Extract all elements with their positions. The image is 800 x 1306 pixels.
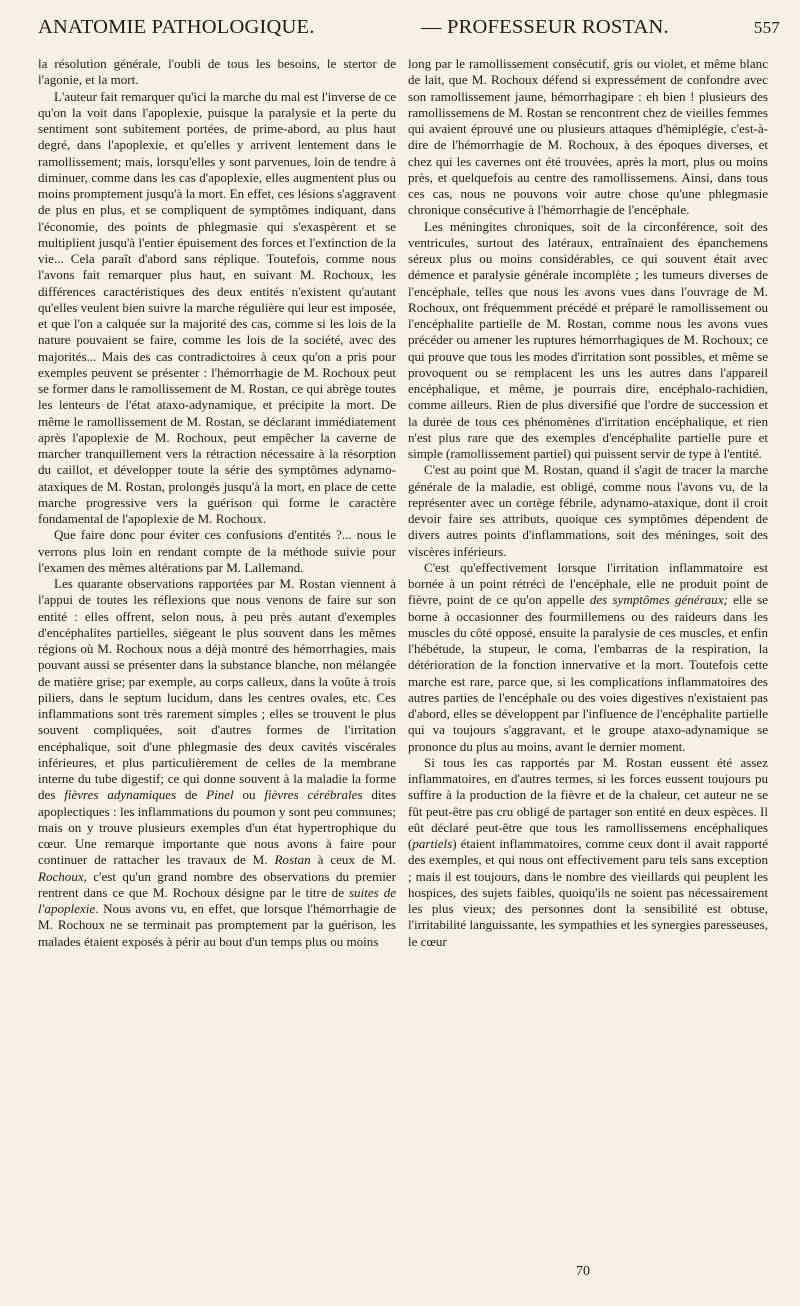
italic-text: partiels xyxy=(412,836,453,851)
text-run: la résolution générale, l'oubli de tous les besoins, le stertor de l'agonie, et la mort. xyxy=(38,56,396,88)
text-run: L'auteur fait remarquer qu'ici la marche du mal est l'inverse de ce qu'on la voit dans l'apoplexie, puisque la paralysie et la perte du sentiment sont subitement portées, de prime-abord, au plus haut degré, dans l'apoplexie, et qu'elles y arrivent lentement dans le ramollissement; mais, lorsqu'elles y sont parvenues, loin de tendre à diminuer, comme dans les cas d'apoplexie, elles augmentent plus ou moins promptement jusqu'à la mort. En effet, ces lésions s'aggravent de plus en plus, et se compliquent de symptômes indiquant, dans l'économie, des points de phlegmasie qui s'exaspèrent et se multiplient jusqu'à l'entier épuisement des forces et l'extinction de la vie... Cela paraît d'abord sans réplique. Toutefois, comme nous l'avons fait remarquer plus haut, en suivant M. Rochoux, les différences caractéristiques des deux entités n'existent qu'autant qu'elles veulent bien suivre la marche régulière qui leur est imposée, et que l'on a calquée sur la majorité des cas, comme si les lois de la nature pouvaient se faire, comme les lois de la société, avec des majorités... Mais des cas contradictoires à ceux qu'on a pris pour exemples peuvent se présenter : l'hémorrhagie de M. Rochoux peut se former dans le ramollissement de M. Rostan, ce qui abrège toutes les lenteurs de l'état ataxo-adynamique, et précipite la mort. De même le ramollissement de M. Rostan, se déclarant immédiatement après l'apoplexie de M. Rochoux, peut empêcher la caverne de marcher tranquillement vers la rétraction nécessaire à la résorption du caillot, et développer toute la série des symptômes adynamo-ataxiques de M. Rostan, prolongés jusqu'à la mort, en place de cette marche progressive vers la guérison qui forme le caractère fondamental de l'apoplexie de M. Rochoux. xyxy=(38,88,396,526)
text-run: de xyxy=(176,787,207,803)
text-run: Que faire donc pour éviter ces confusions d'entités ?... nous le verrons plus loin en rendant compte de la méthode suivie pour l'examen des mêmes altérations par M. Lallemand. xyxy=(38,527,396,575)
paragraph xyxy=(408,755,768,950)
text-run: ) étaient inflammatoires, comme ceux dont il avait rapporté des exemples, et qui nous ont effectivement paru tels sans exception ; mais il est toujours, dans le nombre des vieillards qui peuplent les hospices, des sujets faibles, quoiqu'ils ne soient pas nécessairement les plus vieux; des personnes dont la sensibilité est obtuse, l'irritabilité languissante, les sympathies et les synergies paresseuses, le cœur xyxy=(408,836,768,949)
text-run: ou xyxy=(233,787,265,803)
paragraph xyxy=(38,576,396,950)
text-run: C'est au point que M. Rostan, quand il s'agit de tracer la marche générale de la maladie, est obligé, comme nous l'avons vu, de la représenter avec un cortège fébrile, adynamo-ataxique, dont il croit devoir faire ses attributs, quoique ces symptômes dépendent de divers autres points d'inflammations, soit des méninges, soit des viscères inférieurs. xyxy=(408,462,768,559)
italic-text: Rochoux xyxy=(38,868,84,884)
italic-text: suites de l'apoplexie xyxy=(38,884,397,916)
italic-text: Pinel xyxy=(206,787,234,803)
text-run: Les méningites chroniques, soit de la circonférence, soit des ventricules, surtout des latéraux, entraînaient des épanchemens séreux plus ou moins considérables, ce qui souvent était avec démence et paralysie générale incomplète ; les tumeurs diverses de l'encéphale, telles que nous les avons vues dans l'ouvrage de M. Rochoux, ont fréquemment précédé et préparé le ramollissement ou l'encéphalite partielle de M. Rostan, comme nous les avons vues précéder ou amener les ruptures hémorrhagiques de M. Rochoux; ce qui prouve que tous les modes d'irritation sont possibles, et même se provoquent ou se remplacent les uns les autres dans l'appareil encéphalique, et même, je pourrais dire, encéphalo-rachidien, comme ailleurs. Rien de plus diversifié que l'ordre de succession et la durée de tous ces phénomènes d'irritation encéphalique, et rien n'est plus rare que des exemples d'encéphalite partielle pure et simple (ramollissement partiel) qui puissent servir de type à l'entité. xyxy=(408,218,768,461)
header-title-left: ANATOMIE PATHOLOGIQUE. xyxy=(38,16,315,38)
italic-text: fièvres cérébrales xyxy=(264,787,363,803)
text-run: dites apoplectiques : les inflammations du poumon y sont peu communes; mais on y trouve plusieurs exemples d'un état hypertrophique du cœur. Une remarque importante que nous avons à faire pour continuer de rattacher les travaux de M. xyxy=(38,787,397,868)
right-column xyxy=(408,56,768,950)
text-run: Les quarante observations rapportées par M. Rostan viennent à l'appui de toutes les réflexions que nous venons de faire sur son entité : elles offrent, selon nous, à peu près autant d'exemples d'encéphalites partielles, siégeant le plus souvent dans les mêmes régions où M. Rochoux nous a déjà montré des hémorrhagies, mais pouvant aussi se présenter dans la substance blanche, non mélangée de matière grise; par exemple, au corps calleux, dans la voûte à trois piliers, dans le septum lucidum, dans les centres ovales, etc. Ces inflammations sont très rarement simples ; elles se trouvent le plus souvent compliquées, soit d'autres formes de l'irritation encéphalique, soit d'une phlegmasie des deux cavités viscérales inférieures, et plus particulièrement de celles de la membrane interne du tube digestif; ce qui donne souvent à la maladie la forme des xyxy=(38,576,396,803)
text-run: elle se borne à occasionner des fourmillemens ou des raideurs dans les muscles du côté opposé, ensuite la paralysie de ces muscles, et enfin l'hébétude, la stupeur, le coma, l'embarras de la respiration, la détérioration de la fonction innervative et la mort. Toutefois cette marche est rare, parce que, si les complications inflammatoires des autres parties de l'encéphale ou des voies digestives n'existaient pas d'abord, elles se développent par l'influence de l'encéphalite partielle qui va toujours s'aggravant, et le groupe ataxo-adynamique se prononce du plus au moins, avant le dernier moment. xyxy=(408,592,768,754)
text-run: , c'est qu'un grand nombre des observations du premier rentrent dans ce que M. Rochoux désigne par le titre de xyxy=(38,868,396,900)
text-run: long par le ramollissement consécutif, gris ou violet, et même blanc de lait, que M. Rochoux défend si expressément de confondre avec son ramollissement jaune, hémorrhagipare : eh bien ! plusieurs des ramollissemens de M. Rostan se rencontrent chez de vieilles femmes qui avaient éprouvé une ou plusieurs attaques d'hémiplégie, c'est-à-dire de l'hémorrhagie de M. Rochoux, à des époques diverses, et chez qui les cavernes ont été trouvées, après la mort, plus ou moins près, et quelquefois au centre des ramollissemens. Ainsi, dans tous ces cas, nous ne pouvons voir autre chose qu'une phlegmasie chronique consécutive à l'hémorrhagie de l'encéphale. xyxy=(408,56,768,218)
running-header xyxy=(38,6,780,50)
text-run: Si tous les cas rapportés par M. Rostan eussent été assez inflammatoires, en d'autres termes, si les forces eussent toujours pu suffire à la production de la fièvre et de la chaleur, cet auteur ne se fût peut-être pas cru obligé de partager son entité en deux espèces. Il eût déclaré peut-être que tous les ramollissemens encéphaliques ( xyxy=(408,754,768,851)
paragraph xyxy=(408,560,768,755)
header-title-right: — PROFESSEUR ROSTAN. xyxy=(421,16,669,38)
signature-mark: 70 xyxy=(576,1264,590,1279)
left-column xyxy=(38,56,396,950)
text-run: C'est qu'effectivement lorsque l'irritation inflammatoire est bornée à un point rétréci de l'encéphale, elle ne produit point de fièvre, point de ce qu'on appelle xyxy=(408,559,768,608)
text-run: . Nous avons vu, en effet, que lorsque l'hémorrhagie de M. Rochoux ne se terminait pas promptement par la guérison, les malades étaient exposés à périr au bout d'un temps plus ou moins xyxy=(38,901,396,949)
text-run: à ceux de M. xyxy=(310,852,396,868)
paragraph xyxy=(408,219,768,463)
paragraph xyxy=(38,89,396,528)
paragraph xyxy=(38,56,396,89)
italic-text: fièvres adynamiques xyxy=(64,787,177,803)
page-number: 557 xyxy=(753,18,780,37)
italic-text: des symptômes généraux; xyxy=(589,592,728,608)
paragraph xyxy=(38,527,396,576)
paragraph xyxy=(408,56,768,219)
italic-text: Rostan xyxy=(274,852,311,868)
paragraph xyxy=(408,462,768,560)
